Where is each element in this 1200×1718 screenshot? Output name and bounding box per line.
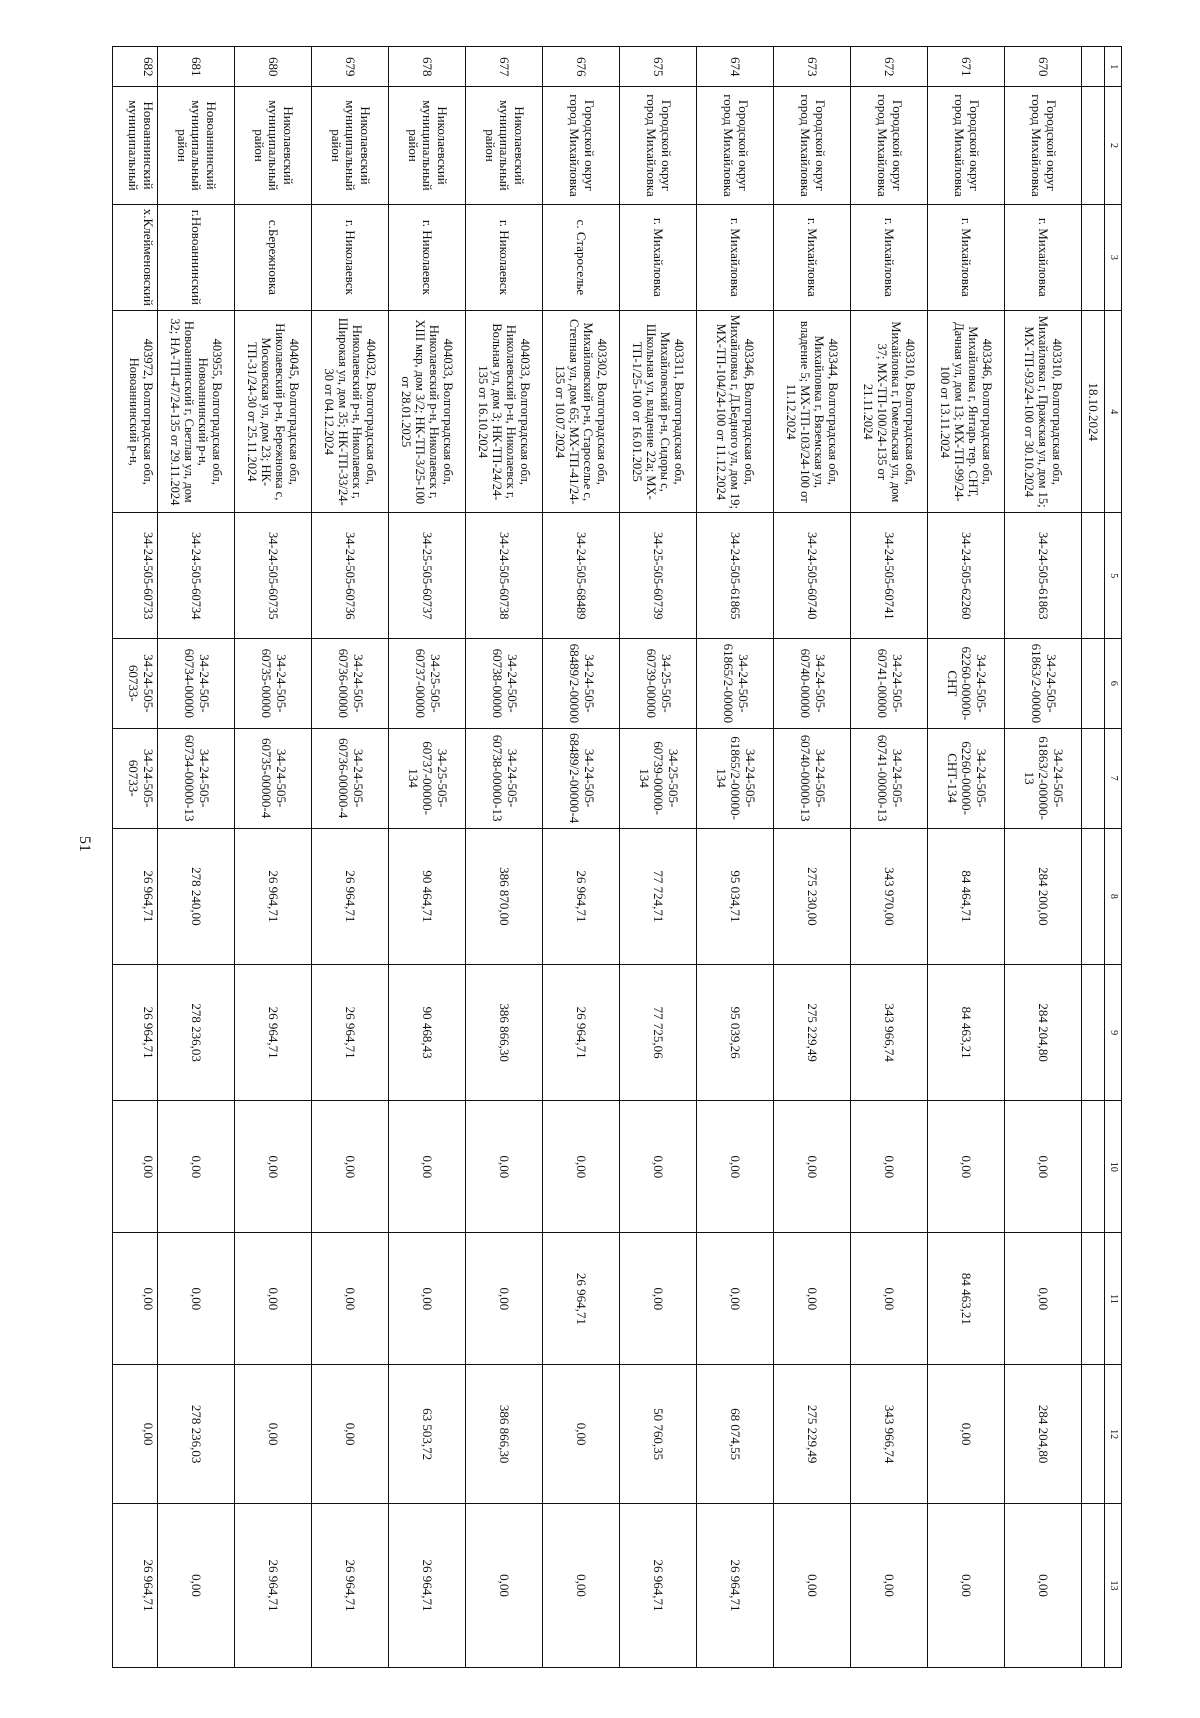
- value-11-cell: 26 964,71: [543, 1233, 620, 1365]
- locality-cell: г. Николаевск: [389, 204, 466, 311]
- col-header-11: 11: [1105, 1233, 1122, 1365]
- value-13-cell: 26 964,71: [113, 1503, 158, 1667]
- data-table: [112, 46, 1122, 1668]
- amount-paid-cell: 26 964,71: [235, 965, 312, 1101]
- district-cell: Николаевский муниципальный район: [235, 87, 312, 204]
- value-13-cell: 0,00: [851, 1503, 928, 1667]
- locality-cell: г. Михайловка: [851, 204, 928, 311]
- id-cell: 34-24-505-61865/2-00000: [697, 639, 774, 728]
- value-10-cell: 0,00: [774, 1101, 851, 1233]
- address-cell: 403344, Волгоградская обл, Михайловка г, Вяземская ул, владение 5; МХ-ТП-103/24-100 от 11.12.2024: [774, 311, 851, 513]
- row-number: 675: [620, 47, 697, 87]
- district-cell: Николаевский муниципальный район: [466, 87, 543, 204]
- id-full-cell: 34-24-505-60738-00000-13: [466, 728, 543, 828]
- id-full-cell: 34-25-505-60737-00000-134: [389, 728, 466, 828]
- amount-cell: 278 240,00: [158, 828, 235, 964]
- value-13-cell: 0,00: [774, 1503, 851, 1667]
- col-header-12: 12: [1105, 1365, 1122, 1503]
- value-10-cell: 0,00: [235, 1101, 312, 1233]
- id-cell: 34-24-505-60738-00000: [466, 639, 543, 728]
- locality-cell: г. Николаевск: [466, 204, 543, 311]
- row-number: 670: [1005, 47, 1082, 87]
- amount-cell: 90 464,71: [389, 828, 466, 964]
- locality-cell: г. Михайловка: [774, 204, 851, 311]
- value-12-cell: 68 074,55: [697, 1365, 774, 1503]
- value-12-cell: 0,00: [543, 1365, 620, 1503]
- value-13-cell: 0,00: [928, 1503, 1005, 1667]
- table-row: [235, 47, 312, 1668]
- col-header-1: 1: [1105, 47, 1122, 87]
- value-12-cell: 284 204,80: [1005, 1365, 1082, 1503]
- amount-cell: 26 964,71: [113, 828, 158, 964]
- value-10-cell: 0,00: [158, 1101, 235, 1233]
- code-cell: 34-24-505-68489: [543, 513, 620, 639]
- table-row: [466, 47, 543, 1668]
- col-header-2: 2: [1105, 87, 1122, 204]
- value-12-cell: 386 866,30: [466, 1365, 543, 1503]
- amount-cell: 95 034,71: [697, 828, 774, 964]
- value-11-cell: 0,00: [697, 1233, 774, 1365]
- column-number-row: [1105, 47, 1122, 1668]
- amount-paid-cell: 95 039,26: [697, 965, 774, 1101]
- address-cell: 403346, Волгоградская обл, Михайловка г, Янтарь тер. СНТ, Дачная ул, дом 13; МХ-ТП-99/24-100 от 13.11.2024: [928, 311, 1005, 513]
- table-row: [1005, 47, 1082, 1668]
- table-row: [851, 47, 928, 1668]
- district-cell: Городской округ город Михайловка: [543, 87, 620, 204]
- id-full-cell: 34-24-505-62260-00000-СНТ-134: [928, 728, 1005, 828]
- value-11-cell: 0,00: [113, 1233, 158, 1365]
- table-row: [774, 47, 851, 1668]
- row-number: 671: [928, 47, 1005, 87]
- amount-paid-cell: 77 725,06: [620, 965, 697, 1101]
- row-number: 680: [235, 47, 312, 87]
- amount-paid-cell: 90 468,43: [389, 965, 466, 1101]
- table-row: [389, 47, 466, 1668]
- col-header-10: 10: [1105, 1101, 1122, 1233]
- code-cell: 34-24-505-61863: [1005, 513, 1082, 639]
- amount-paid-cell: 26 964,71: [543, 965, 620, 1101]
- value-11-cell: 0,00: [1005, 1233, 1082, 1365]
- rotated-table-container: [122, 46, 1122, 1668]
- value-13-cell: 26 964,71: [312, 1503, 389, 1667]
- address-cell: 404033, Волгоградская обл, Николаевский р-н, Николаевск г, Вольная ул, дом 3; НК-ТП-24/24-135 от 16.10.2024: [466, 311, 543, 513]
- value-12-cell: 0,00: [113, 1365, 158, 1503]
- id-full-cell: 34-24-505-60740-00000-13: [774, 728, 851, 828]
- value-10-cell: 0,00: [113, 1101, 158, 1233]
- id-full-cell: 34-24-505-60741-00000-13: [851, 728, 928, 828]
- table-row: [620, 47, 697, 1668]
- id-cell: 34-24-505-61863/2-00000: [1005, 639, 1082, 728]
- id-full-cell: 34-24-505-68489/2-00000-4: [543, 728, 620, 828]
- col-header-9: 9: [1105, 965, 1122, 1101]
- district-cell: Городской округ город Михайловка: [620, 87, 697, 204]
- amount-paid-cell: 343 966,74: [851, 965, 928, 1101]
- col-header-6: 6: [1105, 639, 1122, 728]
- value-12-cell: 275 229,49: [774, 1365, 851, 1503]
- value-13-cell: 0,00: [543, 1503, 620, 1667]
- id-full-cell: 34-24-505-61865/2-00000-134: [697, 728, 774, 828]
- district-cell: Городской округ город Михайловка: [774, 87, 851, 204]
- district-cell: Новоаннинский муниципальный район: [158, 87, 235, 204]
- value-12-cell: 50 760,35: [620, 1365, 697, 1503]
- address-cell: 403346, Волгоградская обл, Михайловка г, Д.Бедного ул, дом 19; МХ-ТП-104/24-100 от 11.12.2024: [697, 311, 774, 513]
- locality-cell: с. Староселье: [543, 204, 620, 311]
- locality-cell: х.Клейменовский: [113, 204, 158, 311]
- row-number: 673: [774, 47, 851, 87]
- address-cell: 403310, Волгоградская обл, Михайловка г, Гомельская ул, дом 37; МХ-ТП-100/24-135 от 21.11.2024: [851, 311, 928, 513]
- amount-paid-cell: 26 964,71: [113, 965, 158, 1101]
- locality-cell: г.Новоаннинский: [158, 204, 235, 311]
- table-row: [697, 47, 774, 1668]
- amount-paid-cell: 386 866,30: [466, 965, 543, 1101]
- row-number: 681: [158, 47, 235, 87]
- id-full-cell: 34-24-505-60736-00000-4: [312, 728, 389, 828]
- code-cell: 34-25-505-60737: [389, 513, 466, 639]
- value-10-cell: 0,00: [543, 1101, 620, 1233]
- value-11-cell: 0,00: [466, 1233, 543, 1365]
- col-header-13: 13: [1105, 1503, 1122, 1667]
- id-full-cell: 34-25-505-60739-00000-134: [620, 728, 697, 828]
- address-cell: 404045, Волгоградская обл, Николаевский р-н, Бережновка с, Московская ул, дом 23; НК-ТП-31/24-30 от 25.11.2024: [235, 311, 312, 513]
- value-13-cell: 26 964,71: [697, 1503, 774, 1667]
- id-cell: 34-24-505-60734-00000: [158, 639, 235, 728]
- amount-cell: 26 964,71: [235, 828, 312, 964]
- row-number: 672: [851, 47, 928, 87]
- table-row: [158, 47, 235, 1668]
- amount-paid-cell: 84 463,21: [928, 965, 1005, 1101]
- row-number: 674: [697, 47, 774, 87]
- col-header-7: 7: [1105, 728, 1122, 828]
- amount-cell: 343 970,00: [851, 828, 928, 964]
- code-cell: 34-24-505-60740: [774, 513, 851, 639]
- amount-cell: 84 464,71: [928, 828, 1005, 964]
- value-11-cell: 84 463,21: [928, 1233, 1005, 1365]
- id-full-cell: 34-24-505-61863/2-00000-13: [1005, 728, 1082, 828]
- address-cell: 403302, Волгоградская обл, Михайловский р-н, Староселье с, Степная ул, дом 65; МХ-ТП-41/24-135 от 10.07.2024: [543, 311, 620, 513]
- value-11-cell: 0,00: [774, 1233, 851, 1365]
- value-12-cell: 0,00: [928, 1365, 1005, 1503]
- id-cell: 34-24-505-60736-00000: [312, 639, 389, 728]
- row-number: 679: [312, 47, 389, 87]
- value-10-cell: 0,00: [620, 1101, 697, 1233]
- code-cell: 34-24-505-60733: [113, 513, 158, 639]
- value-13-cell: 26 964,71: [620, 1503, 697, 1667]
- address-cell: 404033, Волгоградская обл, Николаевский р-н, Николаевск г, XIII мкр, дом 3/2; НК-ТП-3/25-100 от 28.01.2025: [389, 311, 466, 513]
- value-13-cell: 0,00: [466, 1503, 543, 1667]
- amount-cell: 26 964,71: [543, 828, 620, 964]
- amount-cell: 26 964,71: [312, 828, 389, 964]
- amount-paid-cell: 275 229,49: [774, 965, 851, 1101]
- value-11-cell: 0,00: [312, 1233, 389, 1365]
- district-cell: Городской округ город Михайловка: [928, 87, 1005, 204]
- row-number: 682: [113, 47, 158, 87]
- amount-cell: 284 200,00: [1005, 828, 1082, 964]
- locality-cell: г. Михайловка: [697, 204, 774, 311]
- locality-cell: г. Михайловка: [1005, 204, 1082, 311]
- value-10-cell: 0,00: [312, 1101, 389, 1233]
- value-12-cell: 0,00: [235, 1365, 312, 1503]
- locality-cell: г. Николаевск: [312, 204, 389, 311]
- id-cell: 34-24-505-68489/2-00000: [543, 639, 620, 728]
- locality-cell: г. Михайловка: [928, 204, 1005, 311]
- district-cell: Николаевский муниципальный район: [389, 87, 466, 204]
- id-cell: 34-24-505-60741-00000: [851, 639, 928, 728]
- value-12-cell: 0,00: [312, 1365, 389, 1503]
- amount-paid-cell: 284 204,80: [1005, 965, 1082, 1101]
- code-cell: 34-24-505-60734: [158, 513, 235, 639]
- value-10-cell: 0,00: [697, 1101, 774, 1233]
- col-header-5: 5: [1105, 513, 1122, 639]
- code-cell: 34-24-505-62260: [928, 513, 1005, 639]
- value-11-cell: 0,00: [158, 1233, 235, 1365]
- value-11-cell: 0,00: [851, 1233, 928, 1365]
- address-cell: 403955, Волгоградская обл, Новоаннинский р-н, Новоаннинский г, Светлая ул, дом 32; НА-ТП-47/24-135 от 29.11.2024: [158, 311, 235, 513]
- value-12-cell: 278 236,03: [158, 1365, 235, 1503]
- value-11-cell: 0,00: [235, 1233, 312, 1365]
- id-full-cell: 34-24-505-60734-00000-13: [158, 728, 235, 828]
- code-cell: 34-25-505-60739: [620, 513, 697, 639]
- page-number: 51: [76, 836, 93, 852]
- value-13-cell: 0,00: [158, 1503, 235, 1667]
- id-cell: 34-25-505-60737-00000: [389, 639, 466, 728]
- value-10-cell: 0,00: [851, 1101, 928, 1233]
- value-10-cell: 0,00: [928, 1101, 1005, 1233]
- district-cell: Городской округ город Михайловка: [697, 87, 774, 204]
- value-13-cell: 0,00: [1005, 1503, 1082, 1667]
- address-cell: 403310, Волгоградская обл, Михайловка г, Пражская ул, дом 15; МХ-ТП-93/24-100 от 30.10.2024: [1005, 311, 1082, 513]
- code-cell: 34-24-505-60741: [851, 513, 928, 639]
- table-row: [113, 47, 158, 1668]
- table-row: [928, 47, 1005, 1668]
- district-cell: Новоаннинский муниципальный: [113, 87, 158, 204]
- locality-cell: г. Михайловка: [620, 204, 697, 311]
- id-cell: 34-24-505-60740-00000: [774, 639, 851, 728]
- code-cell: 34-24-505-61865: [697, 513, 774, 639]
- value-10-cell: 0,00: [466, 1101, 543, 1233]
- col-header-4: 4: [1105, 311, 1122, 513]
- id-full-cell: 34-24-505-60735-00000-4: [235, 728, 312, 828]
- col-header-3: 3: [1105, 204, 1122, 311]
- value-12-cell: 63 503,72: [389, 1365, 466, 1503]
- row-number: 677: [466, 47, 543, 87]
- locality-cell: с.Бережновка: [235, 204, 312, 311]
- code-cell: 34-24-505-60735: [235, 513, 312, 639]
- value-10-cell: 0,00: [389, 1101, 466, 1233]
- district-cell: Городской округ город Михайловка: [851, 87, 928, 204]
- amount-cell: 77 724,71: [620, 828, 697, 964]
- district-cell: Николаевский муниципальный район: [312, 87, 389, 204]
- code-cell: 34-24-505-60738: [466, 513, 543, 639]
- amount-cell: 275 230,00: [774, 828, 851, 964]
- id-cell: 34-24-505-62260-00000-СНТ: [928, 639, 1005, 728]
- id-cell: 34-25-505-60739-00000: [620, 639, 697, 728]
- table-row: [543, 47, 620, 1668]
- district-cell: Городской округ город Михайловка: [1005, 87, 1082, 204]
- value-13-cell: 26 964,71: [389, 1503, 466, 1667]
- amount-paid-cell: 278 236,03: [158, 965, 235, 1101]
- id-cell: 34-24-505-60735-00000: [235, 639, 312, 728]
- amount-cell: 386 870,00: [466, 828, 543, 964]
- id-cell: 34-24-505-60733-: [113, 639, 158, 728]
- code-cell: 34-24-505-60736: [312, 513, 389, 639]
- id-full-cell: 34-24-505-60733-: [113, 728, 158, 828]
- address-cell: 404032, Волгоградская обл, Николаевский р-н, Николаевск г, Широкая ул, дом 35; НК-ТП-33/24-30 от 04.12.2024: [312, 311, 389, 513]
- continued-row: [1082, 47, 1105, 1668]
- col-header-8: 8: [1105, 828, 1122, 964]
- row-number: 676: [543, 47, 620, 87]
- address-cell: 403972, Волгоградская обл, Новоаннинский р-н,: [113, 311, 158, 513]
- address-cell: 403311, Волгоградская обл, Михайловский р-н, Сидоры с, Школьная ул, владение 22а; МХ-ТП-1/25-100 от 16.01.2025: [620, 311, 697, 513]
- continued-date: 18.10.2024: [1082, 311, 1105, 513]
- table-row: [312, 47, 389, 1668]
- value-13-cell: 26 964,71: [235, 1503, 312, 1667]
- value-11-cell: 0,00: [620, 1233, 697, 1365]
- value-11-cell: 0,00: [389, 1233, 466, 1365]
- value-12-cell: 343 966,74: [851, 1365, 928, 1503]
- value-10-cell: 0,00: [1005, 1101, 1082, 1233]
- row-number: 678: [389, 47, 466, 87]
- amount-paid-cell: 26 964,71: [312, 965, 389, 1101]
